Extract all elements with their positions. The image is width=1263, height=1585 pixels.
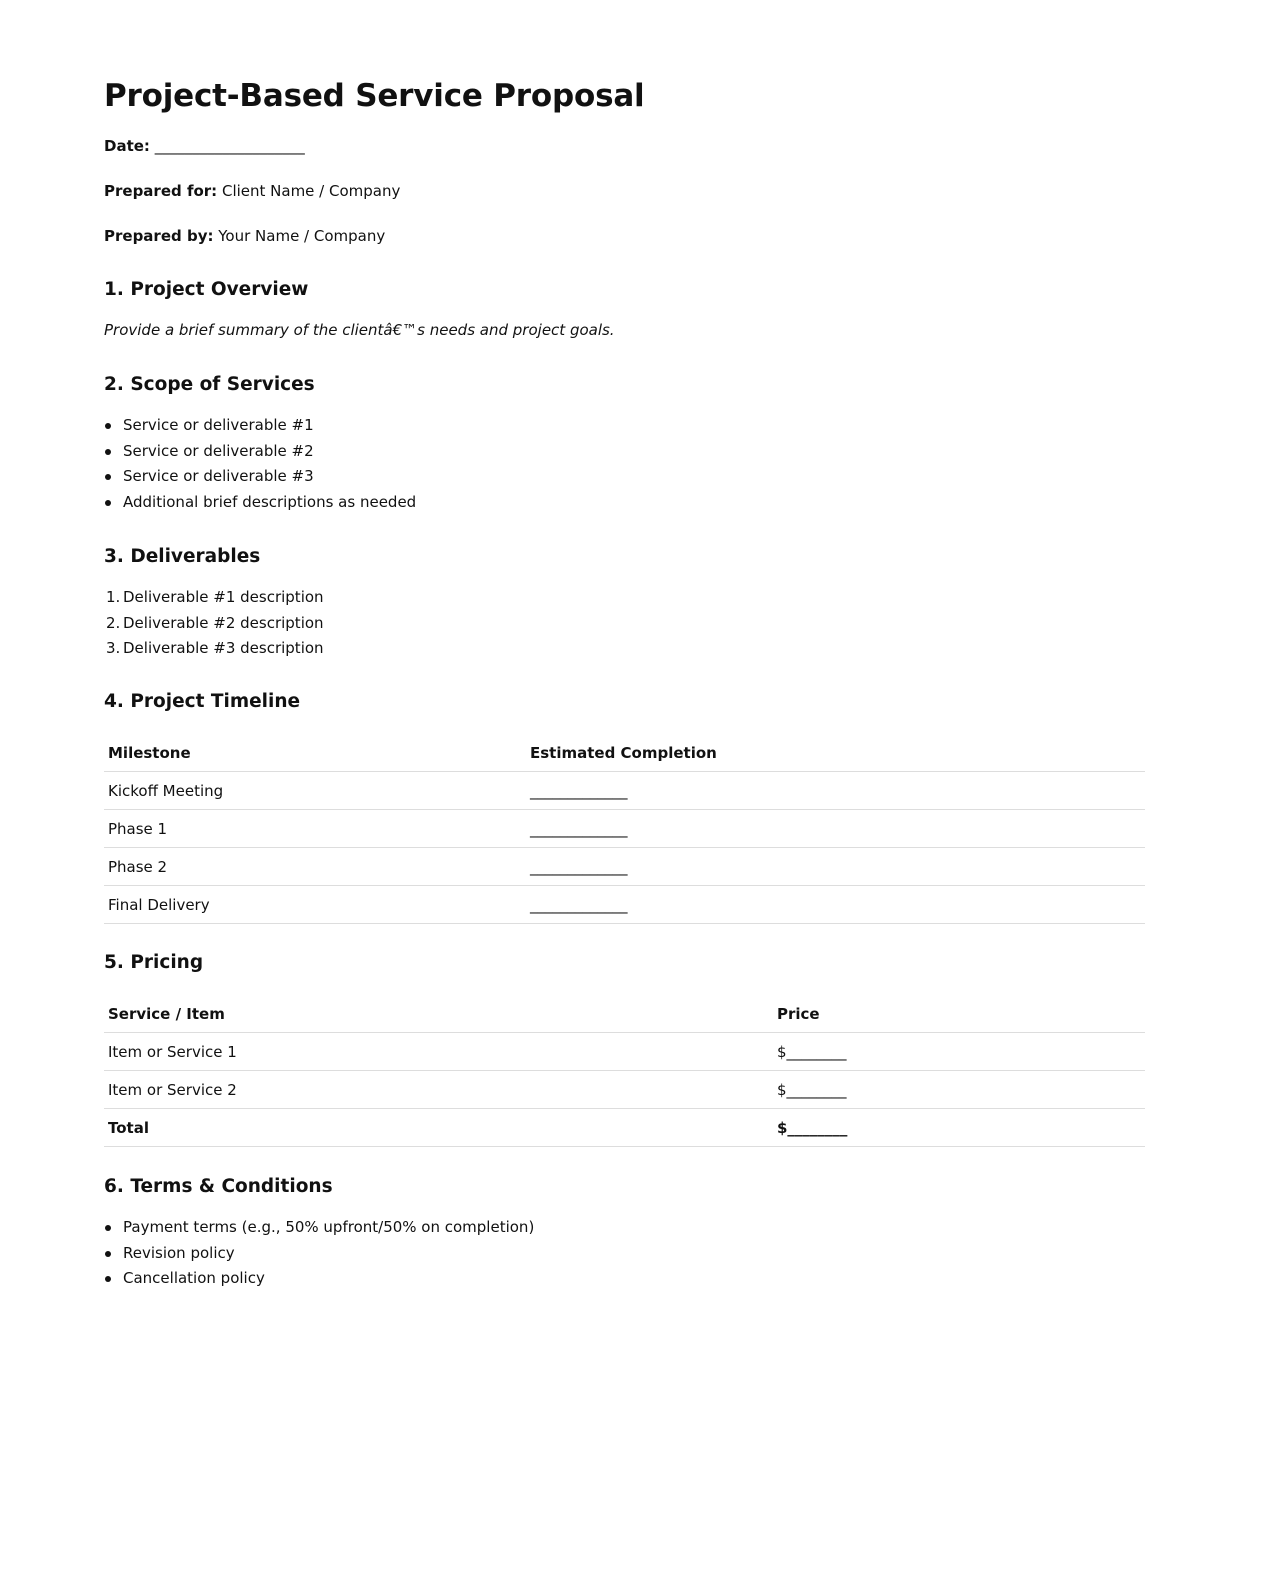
milestone-cell: Final Delivery xyxy=(104,886,526,924)
section-heading-deliverables: 3. Deliverables xyxy=(104,546,261,567)
table-row xyxy=(104,848,1145,886)
table-header-row xyxy=(104,734,1145,772)
prepared-by-label: Prepared by: xyxy=(104,227,214,245)
milestone-cell: Phase 2 xyxy=(104,848,526,886)
list-item: Revision policy xyxy=(104,1241,534,1267)
completion-cell: _____________ xyxy=(526,810,1145,848)
column-header-estimated-completion: Estimated Completion xyxy=(526,734,1145,772)
bullet-icon xyxy=(105,1225,111,1231)
bullet-icon xyxy=(105,474,111,480)
total-label: Total xyxy=(104,1109,773,1147)
price-cell: $________ xyxy=(773,1033,1145,1071)
bullet-icon xyxy=(105,449,111,455)
table-row xyxy=(104,1033,1145,1071)
total-price: $________ xyxy=(773,1109,1145,1147)
item-cell: Item or Service 1 xyxy=(104,1033,773,1071)
date-label: Date: xyxy=(104,137,150,155)
date-field xyxy=(104,137,305,155)
item-cell: Item or Service 2 xyxy=(104,1071,773,1109)
completion-cell: _____________ xyxy=(526,848,1145,886)
date-value: ____________________ xyxy=(154,137,305,155)
document-title: Project-Based Service Proposal xyxy=(104,78,645,114)
section-heading-scope: 2. Scope of Services xyxy=(104,374,315,395)
total-row xyxy=(104,1109,1145,1147)
section-heading-timeline: 4. Project Timeline xyxy=(104,691,301,712)
list-item: Service or deliverable #2 xyxy=(104,439,416,465)
prepared-for-field xyxy=(104,182,400,200)
list-item: Service or deliverable #1 xyxy=(104,413,416,439)
prepared-for-value: Client Name / Company xyxy=(221,182,401,200)
list-item: 1. Deliverable #1 description xyxy=(106,588,324,606)
price-cell: $________ xyxy=(773,1071,1145,1109)
pricing-table xyxy=(104,995,1145,1147)
section-heading-terms: 6. Terms & Conditions xyxy=(104,1176,333,1197)
section-heading-overview: 1. Project Overview xyxy=(104,279,309,300)
prepared-by-value: Your Name / Company xyxy=(218,227,386,245)
bullet-icon xyxy=(105,500,111,506)
list-item: Additional brief descriptions as needed xyxy=(104,490,416,516)
list-item: 3. Deliverable #3 description xyxy=(106,639,324,657)
list-item: 2. Deliverable #2 description xyxy=(106,613,324,632)
terms-list xyxy=(104,1215,534,1287)
completion-cell: _____________ xyxy=(526,772,1145,810)
overview-text: Provide a brief summary of the clientâ€™s needs and project goals. xyxy=(104,321,615,339)
table-row xyxy=(104,886,1145,924)
scope-list xyxy=(104,413,416,515)
section-heading-pricing: 5. Pricing xyxy=(104,952,204,973)
list-item: Cancellation policy xyxy=(104,1266,534,1287)
milestone-cell: Phase 1 xyxy=(104,810,526,848)
column-header-milestone: Milestone xyxy=(104,734,526,772)
column-header-price: Price xyxy=(773,995,1145,1033)
table-row xyxy=(104,1071,1145,1109)
completion-cell: _____________ xyxy=(526,886,1145,924)
milestone-cell: Kickoff Meeting xyxy=(104,772,526,810)
table-header-row xyxy=(104,995,1145,1033)
deliverables-list xyxy=(104,585,324,662)
bullet-icon xyxy=(105,1251,111,1257)
prepared-by-field xyxy=(104,227,385,245)
bullet-icon xyxy=(105,423,111,429)
list-item: Service or deliverable #3 xyxy=(104,464,416,490)
timeline-table xyxy=(104,734,1145,924)
column-header-service-item: Service / Item xyxy=(104,995,773,1033)
table-row xyxy=(104,810,1145,848)
bullet-icon xyxy=(105,1276,111,1282)
list-item: Payment terms (e.g., 50% upfront/50% on completion) xyxy=(104,1215,534,1241)
prepared-for-label: Prepared for: xyxy=(104,182,218,200)
proposal-document xyxy=(104,0,1145,1287)
table-row xyxy=(104,772,1145,810)
